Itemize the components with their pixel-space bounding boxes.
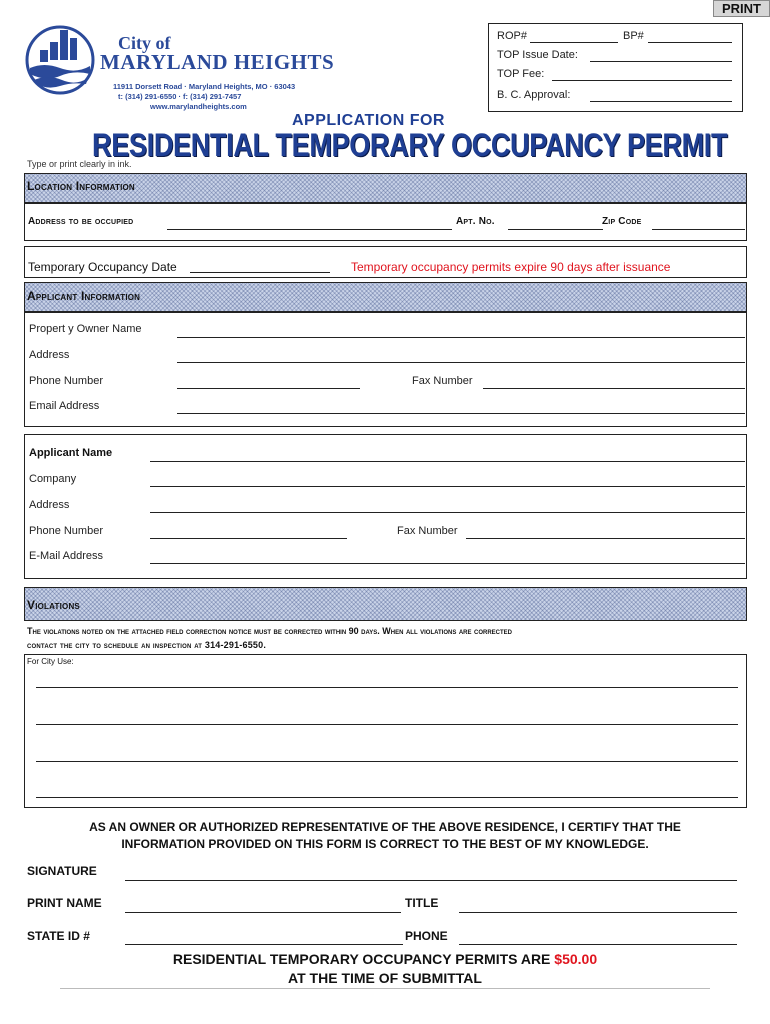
owner-fax-field[interactable] <box>483 388 745 389</box>
applicant-fax-label: Fax Number <box>397 525 458 537</box>
fee-statement-line-2: AT THE TIME OF SUBMITTAL <box>288 970 482 986</box>
issue-date-field[interactable] <box>590 61 732 62</box>
applicant-name-label: Applicant Name <box>29 447 113 459</box>
phone-label: PHONE <box>405 929 448 943</box>
applicant-fax-field[interactable] <box>466 538 745 539</box>
title-field[interactable] <box>459 912 737 913</box>
city-use-line-2[interactable] <box>36 724 738 725</box>
certification-line-2: INFORMATION PROVIDED ON THIS FORM IS CORRECT TO THE BEST OF MY KNOWLEDGE. <box>121 837 649 851</box>
owner-name-field[interactable] <box>177 337 745 338</box>
footer-rule <box>60 988 710 989</box>
applicant-name-field[interactable] <box>150 461 745 462</box>
signature-label: SIGNATURE <box>27 864 97 878</box>
violations-section-header <box>24 587 747 621</box>
owner-name-label: Propert y Owner Name <box>29 323 142 335</box>
owner-phone-field[interactable] <box>177 388 360 389</box>
city-use-line-4[interactable] <box>36 797 738 798</box>
city-use-line-1[interactable] <box>36 687 738 688</box>
company-field[interactable] <box>150 486 745 487</box>
zip-field[interactable] <box>652 229 745 230</box>
owner-phone-label: Phone Number <box>29 375 103 387</box>
violations-heading: Violations <box>27 598 80 612</box>
rop-label: ROP# <box>497 30 527 42</box>
print-name-label: PRINT NAME <box>27 896 102 910</box>
fee-statement <box>0 951 770 967</box>
fee-statement-text: RESIDENTIAL TEMPORARY OCCUPANCY PERMITS ARE <box>172 951 555 967</box>
instructions-text: Type or print clearly in ink. <box>27 159 132 169</box>
zip-label: Zip Code <box>602 216 642 227</box>
permit-title: RESIDENTIAL TEMPORARY OCCUPANCY PERMIT <box>92 127 728 163</box>
applicant-email-label: E-Mail Address <box>29 550 103 562</box>
rop-field[interactable] <box>530 42 618 43</box>
city-use-label: For City Use: <box>27 657 74 666</box>
violations-text-1: The violations noted on the attached field correction notice must be corrected within 90 days. When all violations are corrected <box>27 626 513 636</box>
bp-label: BP# <box>623 30 644 42</box>
applicant-address-label: Address <box>29 499 70 511</box>
fee-label: TOP Fee: <box>497 68 545 80</box>
temp-date-label: Temporary Occupancy Date <box>28 260 177 274</box>
approval-field[interactable] <box>590 101 732 102</box>
applicant-address-field[interactable] <box>150 512 745 513</box>
city-name-text: MARYLAND HEIGHTS <box>100 50 335 74</box>
fee-field[interactable] <box>552 80 732 81</box>
city-seal-icon <box>24 24 96 96</box>
address-occupied-label: Address to be occupied <box>28 216 134 227</box>
apt-field[interactable] <box>508 229 603 230</box>
violations-text-2: contact the city to schedule an inspection at 314-291-6550. <box>27 640 267 650</box>
state-id-label: STATE ID # <box>27 929 90 943</box>
certification-line-1: AS AN OWNER OR AUTHORIZED REPRESENTATIVE OF THE ABOVE RESIDENCE, I CERTIFY THAT THE <box>89 820 681 834</box>
owner-email-field[interactable] <box>177 413 745 414</box>
applicant-info-heading: Applicant Information <box>27 289 141 303</box>
owner-address-field[interactable] <box>177 362 745 363</box>
phone-field[interactable] <box>459 944 737 945</box>
city-of-text: City of <box>118 33 171 53</box>
city-logo <box>24 24 96 96</box>
apt-label: Apt. No. <box>456 216 495 227</box>
signature-field[interactable] <box>125 880 737 881</box>
applicant-phone-field[interactable] <box>150 538 347 539</box>
city-address-text: 11911 Dorsett Road · Maryland Heights, MO · 63043 <box>113 82 296 91</box>
fee-amount: $50.00 <box>554 951 598 967</box>
state-id-field[interactable] <box>125 944 403 945</box>
owner-fax-label: Fax Number <box>412 375 473 387</box>
application-for-heading: APPLICATION FOR <box>292 112 445 129</box>
title-label: TITLE <box>405 896 439 910</box>
applicant-box <box>24 434 747 579</box>
applicant-email-field[interactable] <box>150 563 745 564</box>
expiration-note: Temporary occupancy permits expire 90 days after issuance <box>351 260 671 274</box>
city-phone-text: t: (314) 291-6550 · f: (314) 291-7457 <box>118 92 242 101</box>
temp-date-field[interactable] <box>190 272 330 273</box>
city-website-text: www.marylandheights.com <box>150 102 247 111</box>
address-occupied-field[interactable] <box>167 229 452 230</box>
owner-email-label: Email Address <box>29 400 100 412</box>
issue-date-label: TOP Issue Date: <box>497 49 578 61</box>
print-button[interactable]: PRINT <box>713 0 770 17</box>
approval-label: B. C. Approval: <box>497 89 571 101</box>
company-label: Company <box>29 473 77 485</box>
applicant-phone-label: Phone Number <box>29 525 103 537</box>
city-use-line-3[interactable] <box>36 761 738 762</box>
city-use-box <box>24 654 747 808</box>
location-heading: Location Information <box>27 179 135 193</box>
bp-field[interactable] <box>648 42 732 43</box>
owner-address-label: Address <box>29 349 70 361</box>
print-name-field[interactable] <box>125 912 401 913</box>
